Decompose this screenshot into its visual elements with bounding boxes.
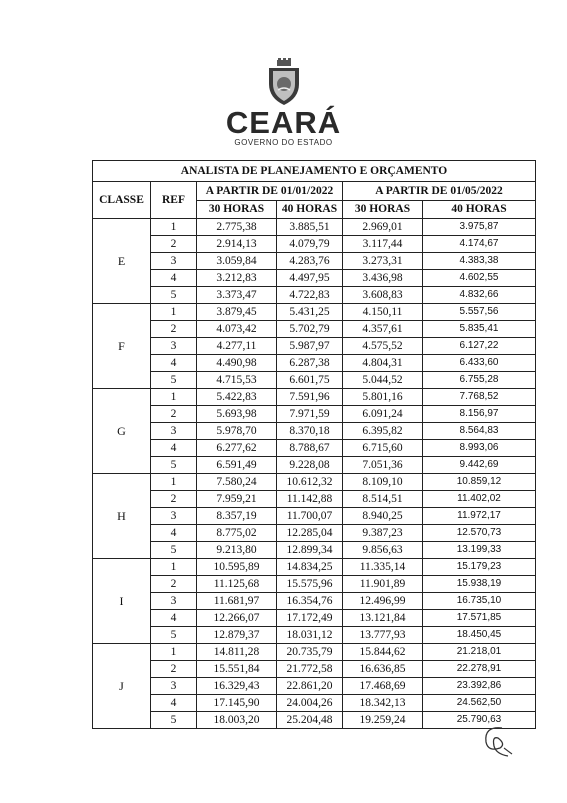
table-row: [93, 423, 536, 440]
value-40h-jan: 15.575,96: [277, 576, 343, 593]
value-40h-may: 25.790,63: [423, 712, 536, 729]
value-30h-jan: 8.775,02: [197, 525, 277, 542]
value-30h-may: 4.150,11: [343, 304, 423, 321]
ref-cell: 2: [151, 576, 197, 593]
ref-cell: 3: [151, 253, 197, 270]
ref-cell: 1: [151, 389, 197, 406]
value-40h-may: 10.859,12: [423, 474, 536, 491]
hours-40-header: 40 HORAS: [423, 200, 536, 219]
ref-cell: 5: [151, 372, 197, 389]
ref-cell: 4: [151, 355, 197, 372]
classe-header: CLASSE: [93, 182, 151, 219]
value-40h-may: 16.735,10: [423, 593, 536, 610]
value-30h-jan: 4.073,42: [197, 321, 277, 338]
value-30h-jan: 14.811,28: [197, 644, 277, 661]
classe-cell: H: [93, 474, 151, 559]
value-30h-jan: 4.715,53: [197, 372, 277, 389]
table-row: [93, 236, 536, 253]
ref-cell: 2: [151, 491, 197, 508]
value-40h-may: 4.383,38: [423, 253, 536, 270]
value-40h-jan: 5.987,97: [277, 338, 343, 355]
ref-cell: 3: [151, 423, 197, 440]
value-30h-jan: 5.693,98: [197, 406, 277, 423]
value-30h-jan: 3.373,47: [197, 287, 277, 304]
value-30h-may: 19.259,24: [343, 712, 423, 729]
value-30h-jan: 8.357,19: [197, 508, 277, 525]
period-header-2022-01: A PARTIR DE 01/01/2022: [197, 182, 343, 201]
value-40h-jan: 16.354,76: [277, 593, 343, 610]
value-40h-may: 11.972,17: [423, 508, 536, 525]
table-row: [93, 627, 536, 644]
table-row: [93, 712, 536, 729]
value-30h-may: 6.395,82: [343, 423, 423, 440]
hours-30-header: 30 HORAS: [343, 200, 423, 219]
value-30h-jan: 4.277,11: [197, 338, 277, 355]
table-row: [93, 491, 536, 508]
value-30h-jan: 18.003,20: [197, 712, 277, 729]
value-40h-may: 3.975,87: [423, 219, 536, 236]
value-40h-jan: 11.142,88: [277, 491, 343, 508]
ref-cell: 4: [151, 525, 197, 542]
value-40h-jan: 12.899,34: [277, 542, 343, 559]
brand-subtitle: GOVERNO DO ESTADO: [234, 138, 333, 147]
value-40h-jan: 24.004,26: [277, 695, 343, 712]
value-30h-jan: 9.213,80: [197, 542, 277, 559]
period-header-2022-05: A PARTIR DE 01/05/2022: [343, 182, 536, 201]
ref-cell: 1: [151, 559, 197, 576]
value-40h-may: 5.557,56: [423, 304, 536, 321]
ref-cell: 5: [151, 287, 197, 304]
value-40h-jan: 9.228,08: [277, 457, 343, 474]
value-30h-jan: 6.591,49: [197, 457, 277, 474]
ref-cell: 2: [151, 321, 197, 338]
value-40h-jan: 7.591,96: [277, 389, 343, 406]
value-30h-jan: 5.978,70: [197, 423, 277, 440]
value-30h-jan: 12.266,07: [197, 610, 277, 627]
salary-table: [92, 160, 536, 729]
value-30h-jan: 4.490,98: [197, 355, 277, 372]
ref-cell: 2: [151, 406, 197, 423]
value-40h-jan: 6.601,75: [277, 372, 343, 389]
letterhead: [0, 58, 567, 148]
table-row: [93, 270, 536, 287]
value-30h-may: 3.436,98: [343, 270, 423, 287]
table-row: [93, 576, 536, 593]
value-30h-may: 5.044,52: [343, 372, 423, 389]
value-40h-may: 12.570,73: [423, 525, 536, 542]
value-40h-may: 8.993,06: [423, 440, 536, 457]
ref-cell: 2: [151, 236, 197, 253]
value-40h-jan: 10.612,32: [277, 474, 343, 491]
value-40h-jan: 22.861,20: [277, 678, 343, 695]
value-30h-may: 6.715,60: [343, 440, 423, 457]
value-30h-jan: 11.681,97: [197, 593, 277, 610]
handwritten-initials: [474, 718, 514, 758]
value-30h-may: 5.801,16: [343, 389, 423, 406]
table-row: [93, 304, 536, 321]
value-30h-jan: 16.329,43: [197, 678, 277, 695]
value-40h-jan: 11.700,07: [277, 508, 343, 525]
table-row: [93, 661, 536, 678]
value-30h-may: 12.496,99: [343, 593, 423, 610]
value-40h-may: 4.832,66: [423, 287, 536, 304]
ref-cell: 3: [151, 678, 197, 695]
value-40h-may: 21.218,01: [423, 644, 536, 661]
value-30h-jan: 7.580,24: [197, 474, 277, 491]
brand-name: CEARÁ: [225, 105, 342, 140]
value-30h-may: 11.901,89: [343, 576, 423, 593]
coat-of-arms-icon: [264, 58, 304, 106]
value-30h-may: 8.940,25: [343, 508, 423, 525]
table-row: [93, 338, 536, 355]
value-30h-may: 4.357,61: [343, 321, 423, 338]
value-30h-may: 8.514,51: [343, 491, 423, 508]
value-40h-jan: 18.031,12: [277, 627, 343, 644]
value-30h-may: 13.121,84: [343, 610, 423, 627]
ref-cell: 4: [151, 440, 197, 457]
hours-40-header: 40 HORAS: [277, 200, 343, 219]
value-40h-jan: 7.971,59: [277, 406, 343, 423]
value-40h-jan: 12.285,04: [277, 525, 343, 542]
value-40h-jan: 5.431,25: [277, 304, 343, 321]
value-40h-may: 9.442,69: [423, 457, 536, 474]
value-40h-may: 22.278,91: [423, 661, 536, 678]
value-40h-jan: 21.772,58: [277, 661, 343, 678]
value-40h-may: 8.564,83: [423, 423, 536, 440]
value-40h-jan: 4.283,76: [277, 253, 343, 270]
table-row: [93, 678, 536, 695]
value-40h-jan: 6.287,38: [277, 355, 343, 372]
ref-cell: 5: [151, 627, 197, 644]
value-40h-may: 15.179,23: [423, 559, 536, 576]
value-30h-may: 15.844,62: [343, 644, 423, 661]
value-40h-may: 4.602,55: [423, 270, 536, 287]
value-30h-may: 3.273,31: [343, 253, 423, 270]
table-row: [93, 219, 536, 236]
value-30h-may: 4.804,31: [343, 355, 423, 372]
value-30h-may: 8.109,10: [343, 474, 423, 491]
value-30h-jan: 15.551,84: [197, 661, 277, 678]
value-40h-jan: 4.079,79: [277, 236, 343, 253]
value-40h-may: 24.562,50: [423, 695, 536, 712]
value-30h-jan: 5.422,83: [197, 389, 277, 406]
value-30h-jan: 10.595,89: [197, 559, 277, 576]
ref-cell: 5: [151, 457, 197, 474]
value-30h-may: 9.387,23: [343, 525, 423, 542]
table-row: [93, 389, 536, 406]
value-30h-may: 13.777,93: [343, 627, 423, 644]
table-row: [93, 695, 536, 712]
value-30h-may: 6.091,24: [343, 406, 423, 423]
value-40h-jan: 8.788,67: [277, 440, 343, 457]
value-30h-may: 7.051,36: [343, 457, 423, 474]
value-30h-may: 2.969,01: [343, 219, 423, 236]
ref-cell: 4: [151, 610, 197, 627]
value-30h-jan: 2.914,13: [197, 236, 277, 253]
table-row: [93, 355, 536, 372]
table-row: [93, 440, 536, 457]
value-40h-may: 11.402,02: [423, 491, 536, 508]
table-row: [93, 474, 536, 491]
table-row: [93, 542, 536, 559]
value-30h-jan: 17.145,90: [197, 695, 277, 712]
value-40h-jan: 17.172,49: [277, 610, 343, 627]
ref-cell: 5: [151, 712, 197, 729]
table-row: [93, 321, 536, 338]
ref-cell: 1: [151, 304, 197, 321]
classe-cell: F: [93, 304, 151, 389]
value-40h-may: 6.433,60: [423, 355, 536, 372]
table-row: [93, 559, 536, 576]
value-30h-jan: 7.959,21: [197, 491, 277, 508]
value-30h-jan: 12.879,37: [197, 627, 277, 644]
table-row: [93, 457, 536, 474]
value-40h-jan: 20.735,79: [277, 644, 343, 661]
value-40h-may: 8.156,97: [423, 406, 536, 423]
table-row: [93, 372, 536, 389]
value-30h-may: 16.636,85: [343, 661, 423, 678]
value-40h-may: 6.755,28: [423, 372, 536, 389]
ref-cell: 4: [151, 270, 197, 287]
value-40h-may: 5.835,41: [423, 321, 536, 338]
table-title: ANALISTA DE PLANEJAMENTO E ORÇAMENTO: [93, 161, 536, 182]
value-30h-jan: 3.879,45: [197, 304, 277, 321]
value-40h-jan: 3.885,51: [277, 219, 343, 236]
value-30h-jan: 3.059,84: [197, 253, 277, 270]
value-30h-may: 9.856,63: [343, 542, 423, 559]
value-40h-jan: 14.834,25: [277, 559, 343, 576]
ref-cell: 1: [151, 474, 197, 491]
value-40h-jan: 5.702,79: [277, 321, 343, 338]
ref-header: REF: [151, 182, 197, 219]
ref-cell: 1: [151, 644, 197, 661]
table-row: [93, 525, 536, 542]
value-40h-may: 7.768,52: [423, 389, 536, 406]
value-40h-may: 23.392,86: [423, 678, 536, 695]
value-30h-may: 17.468,69: [343, 678, 423, 695]
table-row: [93, 287, 536, 304]
value-40h-may: 6.127,22: [423, 338, 536, 355]
table-row: [93, 406, 536, 423]
table-row: [93, 508, 536, 525]
value-30h-jan: 11.125,68: [197, 576, 277, 593]
value-40h-may: 13.199,33: [423, 542, 536, 559]
value-40h-jan: 4.497,95: [277, 270, 343, 287]
ref-cell: 3: [151, 508, 197, 525]
value-30h-may: 4.575,52: [343, 338, 423, 355]
ref-cell: 1: [151, 219, 197, 236]
table-row: [93, 644, 536, 661]
value-30h-may: 3.117,44: [343, 236, 423, 253]
value-40h-jan: 4.722,83: [277, 287, 343, 304]
classe-cell: J: [93, 644, 151, 729]
classe-cell: E: [93, 219, 151, 304]
ref-cell: 4: [151, 695, 197, 712]
ref-cell: 3: [151, 338, 197, 355]
value-40h-may: 17.571,85: [423, 610, 536, 627]
value-30h-jan: 6.277,62: [197, 440, 277, 457]
classe-cell: I: [93, 559, 151, 644]
hours-30-header: 30 HORAS: [197, 200, 277, 219]
value-30h-may: 18.342,13: [343, 695, 423, 712]
ref-cell: 3: [151, 593, 197, 610]
value-30h-jan: 2.775,38: [197, 219, 277, 236]
value-40h-jan: 8.370,18: [277, 423, 343, 440]
value-30h-may: 3.608,83: [343, 287, 423, 304]
ref-cell: 2: [151, 661, 197, 678]
value-40h-may: 18.450,45: [423, 627, 536, 644]
table-row: [93, 610, 536, 627]
ref-cell: 5: [151, 542, 197, 559]
classe-cell: G: [93, 389, 151, 474]
value-40h-may: 15.938,19: [423, 576, 536, 593]
value-30h-may: 11.335,14: [343, 559, 423, 576]
value-40h-jan: 25.204,48: [277, 712, 343, 729]
table-row: [93, 253, 536, 270]
value-40h-may: 4.174,67: [423, 236, 536, 253]
value-30h-jan: 3.212,83: [197, 270, 277, 287]
table-row: [93, 593, 536, 610]
